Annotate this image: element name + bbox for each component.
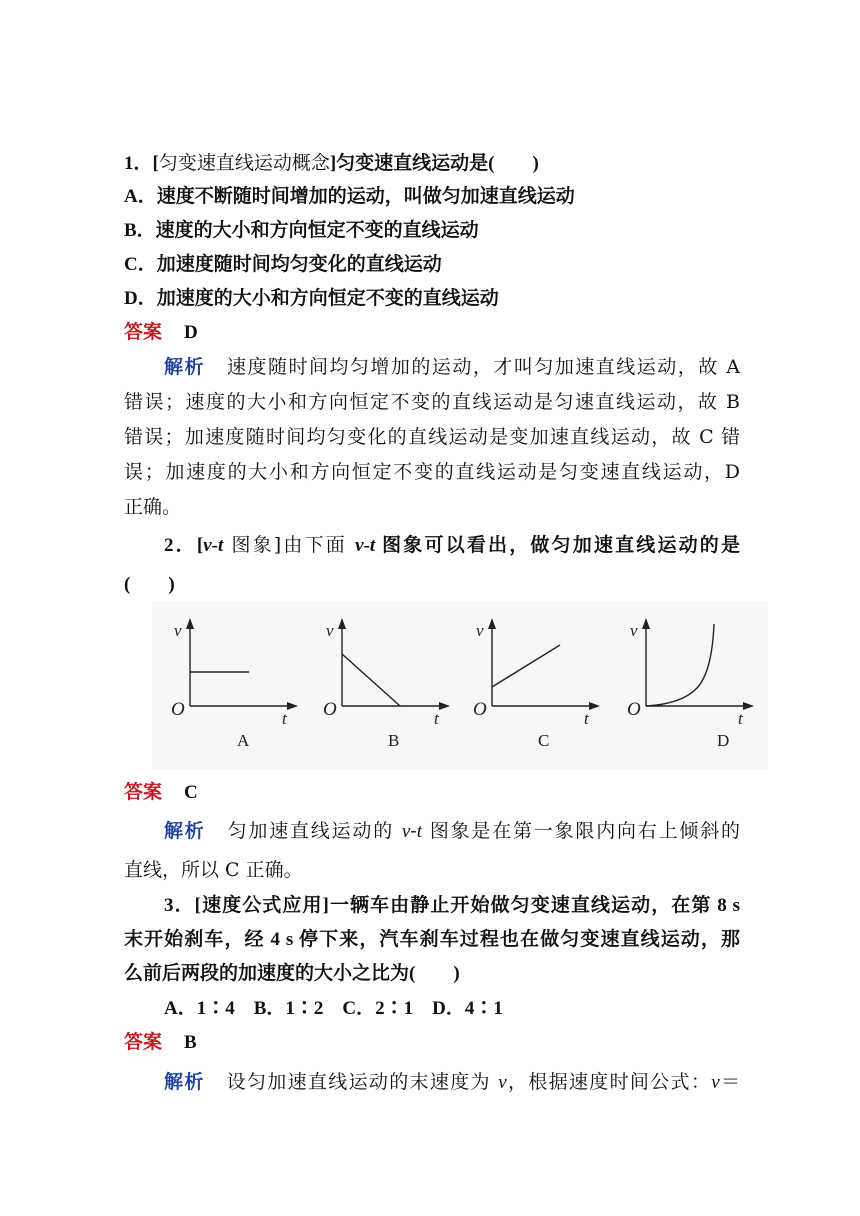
q3-answer [124, 1030, 740, 1056]
graph-a [171, 618, 298, 750]
q3-options: A．1∶4 B．1∶2 C．2∶1 D．4∶1 [164, 998, 503, 1019]
graph-b-t-label: t [434, 709, 439, 728]
graph-d-v-label: v [630, 621, 638, 640]
graph-a-caption: A [237, 731, 250, 750]
q1-explanation-line-5: 正确。 [124, 496, 182, 518]
q1-option-b: B．速度的大小和方向恒定不变的直线运动 [124, 220, 479, 241]
answer-label: 答案 [124, 782, 163, 803]
graph-c-t-label: t [584, 709, 589, 728]
q1-option-c: C．加速度随时间均匀变化的直线运动 [124, 254, 442, 275]
graph-b-origin-label: O [323, 699, 337, 720]
answer-label: 答案 [124, 322, 163, 343]
vt-graphs-figure [152, 602, 768, 770]
graph-d-t-label: t [738, 709, 743, 728]
explanation-label: 解析 [164, 356, 205, 378]
q1-tag: 匀变速直线运动概念 [158, 152, 330, 174]
graph-a-v-label: v [174, 621, 182, 640]
graph-a-t-label: t [282, 709, 287, 728]
graph-c-t-arrow [589, 702, 600, 710]
graph-c-caption: C [538, 731, 550, 750]
q2-explanation-line-2: 直线，所以 C 正确。 [124, 859, 303, 881]
graph-b-v-arrow [338, 618, 346, 629]
graph-a-origin-label: O [171, 699, 185, 720]
q2-stem: 2．[v-t 图象]由下面 v-t 图象可以看出，做匀加速直线运动的是 [164, 534, 740, 556]
graph-c-origin-label: O [473, 699, 487, 720]
answer-value: C [184, 782, 198, 803]
q2-stem-line-2: ( ) [124, 574, 175, 595]
q1-option-d: D．加速度的大小和方向恒定不变的直线运动 [124, 288, 499, 309]
explanation-label: 解析 [164, 1071, 205, 1093]
graph-d [627, 618, 754, 750]
explanation-label: 解析 [164, 820, 206, 842]
q2-explanation-line-1: 解析 匀加速直线运动的 v-t 图象是在第一象限内向右上倾斜的 [164, 820, 740, 842]
q1-explanation-line-2: 错误；速度的大小和方向恒定不变的直线运动是匀速直线运动，故 B [124, 391, 740, 413]
graph-d-v-arrow [642, 618, 650, 629]
q3-stem-line-3: 么前后两段的加速度的大小之比为( ) [124, 963, 460, 984]
q3-stem-line-1: 3．[速度公式应用]一辆车由静止开始做匀变速直线运动，在第 8 s [164, 895, 740, 916]
graph-c-v-arrow [488, 618, 496, 629]
q3-explanation-line-1: 解析 设匀加速直线运动的末速度为 v，根据速度时间公式：v＝ [164, 1071, 740, 1093]
graph-d-origin-label: O [627, 699, 641, 720]
q2-answer [124, 780, 740, 806]
graph-d-curve [646, 624, 714, 706]
q1-explanation-line-1: 解析 速度随时间均匀增加的运动，才叫匀加速直线运动，故 A [164, 356, 740, 378]
answer-value: B [184, 1032, 197, 1053]
vt-graphs-svg [152, 602, 768, 770]
graph-b-line [342, 654, 400, 706]
q1-stem: 1．[匀变速直线运动概念]匀变速直线运动是( ) [124, 152, 539, 174]
graph-d-caption: D [717, 731, 730, 750]
answer-value: D [184, 322, 198, 343]
q3-stem-line-2: 末开始刹车，经 4 s 停下来，汽车刹车过程也在做匀变速直线运动，那 [124, 929, 740, 950]
graph-c [473, 618, 600, 750]
graph-b-caption: B [388, 731, 400, 750]
graph-b-t-arrow [439, 702, 450, 710]
q1-option-a: A．速度不断随时间增加的运动，叫做匀加速直线运动 [124, 186, 575, 207]
graph-d-t-arrow [743, 702, 754, 710]
graph-c-v-label: v [476, 621, 484, 640]
q1-answer [124, 320, 740, 346]
q1-explanation-line-4: 误；加速度的大小和方向恒定不变的直线运动是匀变速直线运动，D [124, 461, 740, 483]
graph-c-line [492, 645, 560, 687]
answer-label: 答案 [124, 1032, 163, 1053]
graph-b [323, 618, 450, 750]
q1-explanation-line-3: 错误；加速度随时间均匀变化的直线运动是变加速直线运动，故 C 错 [124, 426, 740, 448]
graph-b-v-label: v [326, 621, 334, 640]
graph-a-v-arrow [186, 618, 194, 629]
graph-a-t-arrow [287, 702, 298, 710]
